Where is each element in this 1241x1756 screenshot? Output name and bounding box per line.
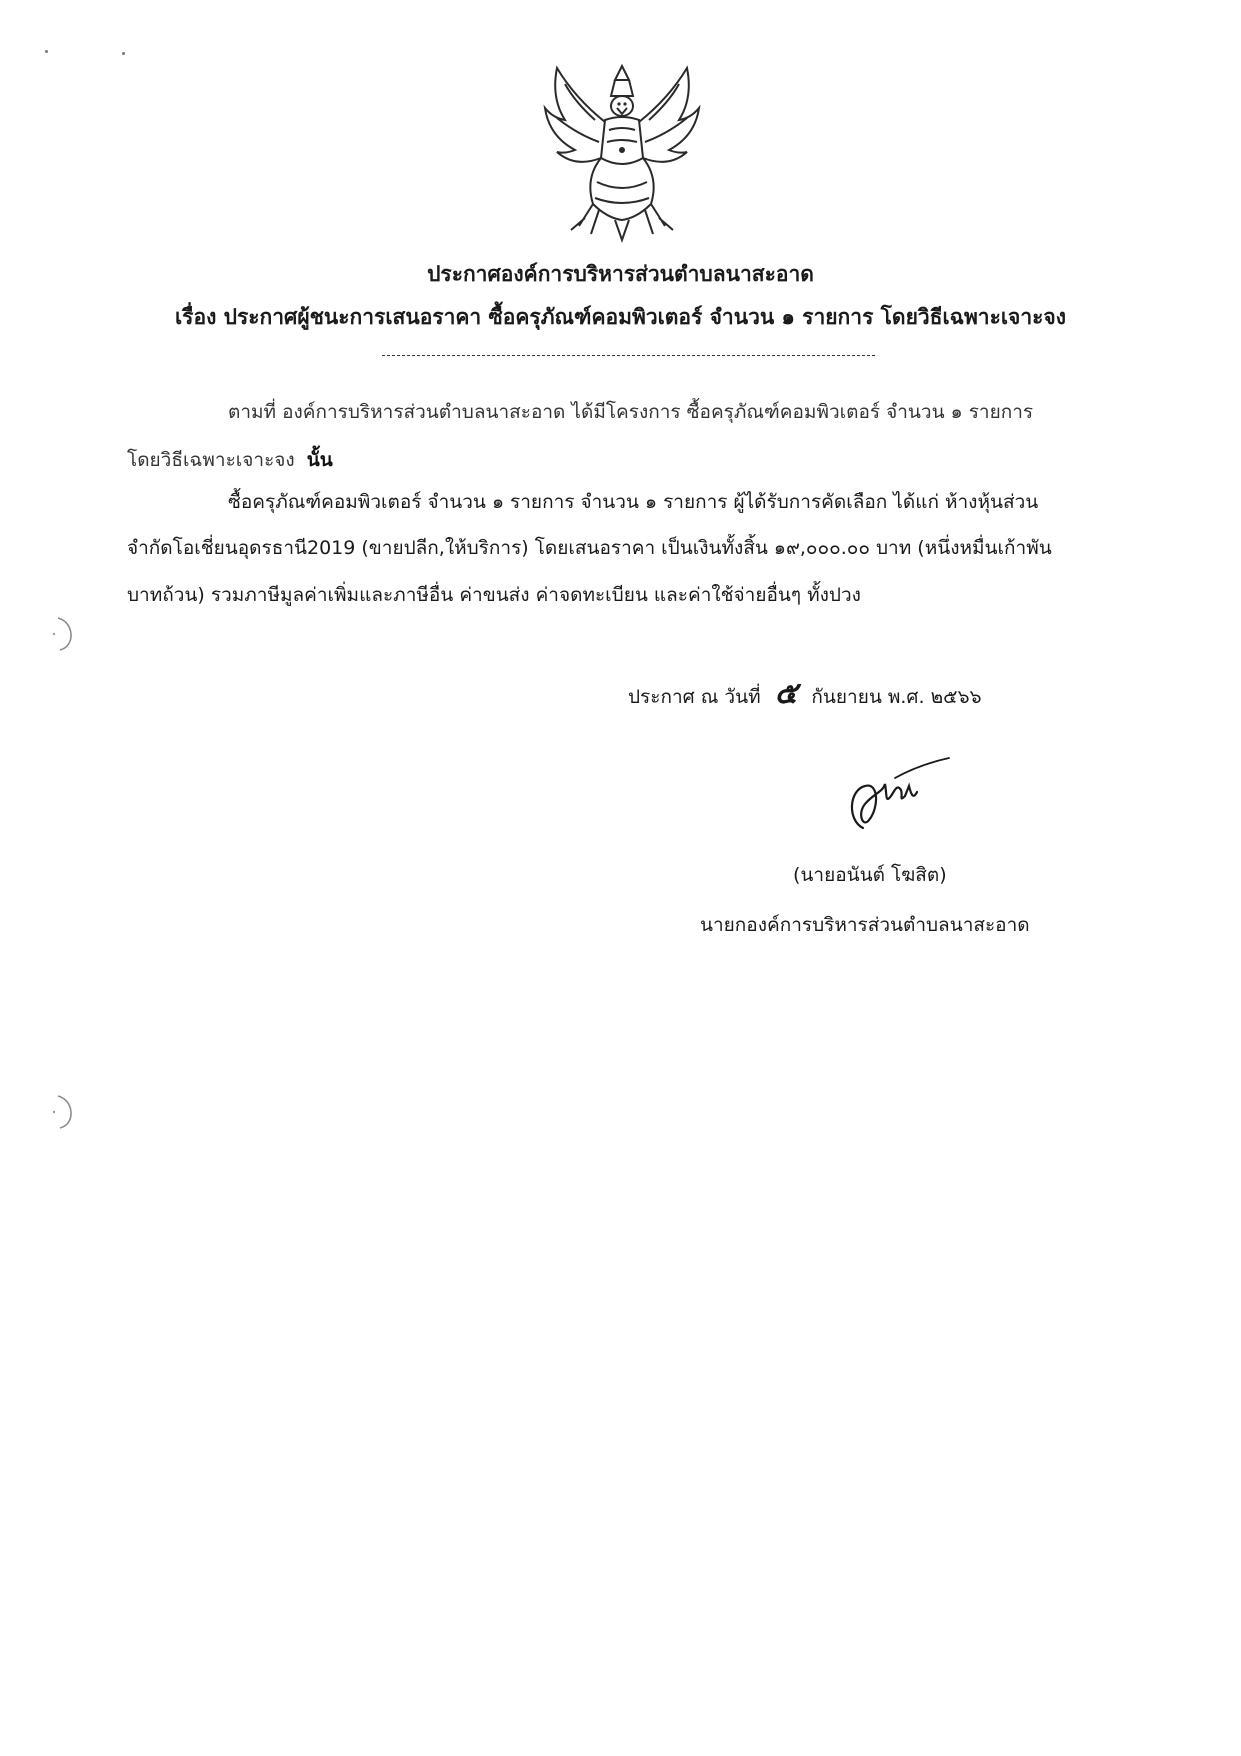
paragraph-1-end: นั้น	[306, 449, 333, 471]
date-day-handwritten: ๕	[774, 676, 798, 711]
signer-name: (นายอนันต์ โฆสิต)	[793, 864, 947, 886]
garuda-emblem-icon	[535, 58, 710, 243]
scan-speck	[122, 52, 125, 55]
scan-speck	[45, 50, 48, 53]
paragraph-2-line-3: บาทถ้วน) รวมภาษีมูลค่าเพิ่มและภาษีอื่น ค่าขนส่ง ค่าจดทะเบียน และค่าใช้จ่ายอื่นๆ ทั้งปวง	[127, 584, 861, 606]
announcement-title: ประกาศองค์การบริหารส่วนตำบลนาสะอาด	[427, 262, 814, 286]
punch-hole-mark	[52, 1092, 80, 1132]
paragraph-1-line-2	[127, 445, 333, 475]
paragraph-2-line-2: จำกัดโอเชี่ยนอุดรธานี2019 (ขายปลีก,ให้บริการ) โดยเสนอราคา เป็นเงินทั้งสิ้น ๑๙,๐๐๐.๐๐ บาท (หนึ่งหมื่นเก้าพัน	[127, 537, 1052, 559]
date-prefix: ประกาศ ณ วันที่	[628, 686, 761, 708]
handwritten-signature	[835, 750, 955, 840]
signer-position: นายกองค์การบริหารส่วนตำบลนาสะอาด	[700, 914, 1030, 936]
announcement-date	[628, 670, 982, 717]
header-divider	[382, 355, 875, 356]
date-month-year: กันยายน พ.ศ. ๒๕๖๖	[811, 686, 982, 708]
paragraph-1-line-1: ตามที่ องค์การบริหารส่วนตำบลนาสะอาด ได้มีโครงการ ซื้อครุภัณฑ์คอมพิวเตอร์ จำนวน ๑ รายการ	[228, 401, 1034, 423]
procurement-method: โดยวิธีเฉพาะเจาะจง	[127, 449, 295, 471]
announcement-subject: เรื่อง ประกาศผู้ชนะการเสนอราคา ซื้อครุภัณฑ์คอมพิวเตอร์ จำนวน ๑ รายการ โดยวิธีเฉพาะเจาะจง	[175, 305, 1066, 329]
paragraph-2-line-1: ซื้อครุภัณฑ์คอมพิวเตอร์ จำนวน ๑ รายการ จำนวน ๑ รายการ ผู้ได้รับการคัดเลือก ได้แก่ ห้างหุ้นส่วน	[228, 491, 1039, 513]
punch-hole-mark	[52, 614, 80, 654]
